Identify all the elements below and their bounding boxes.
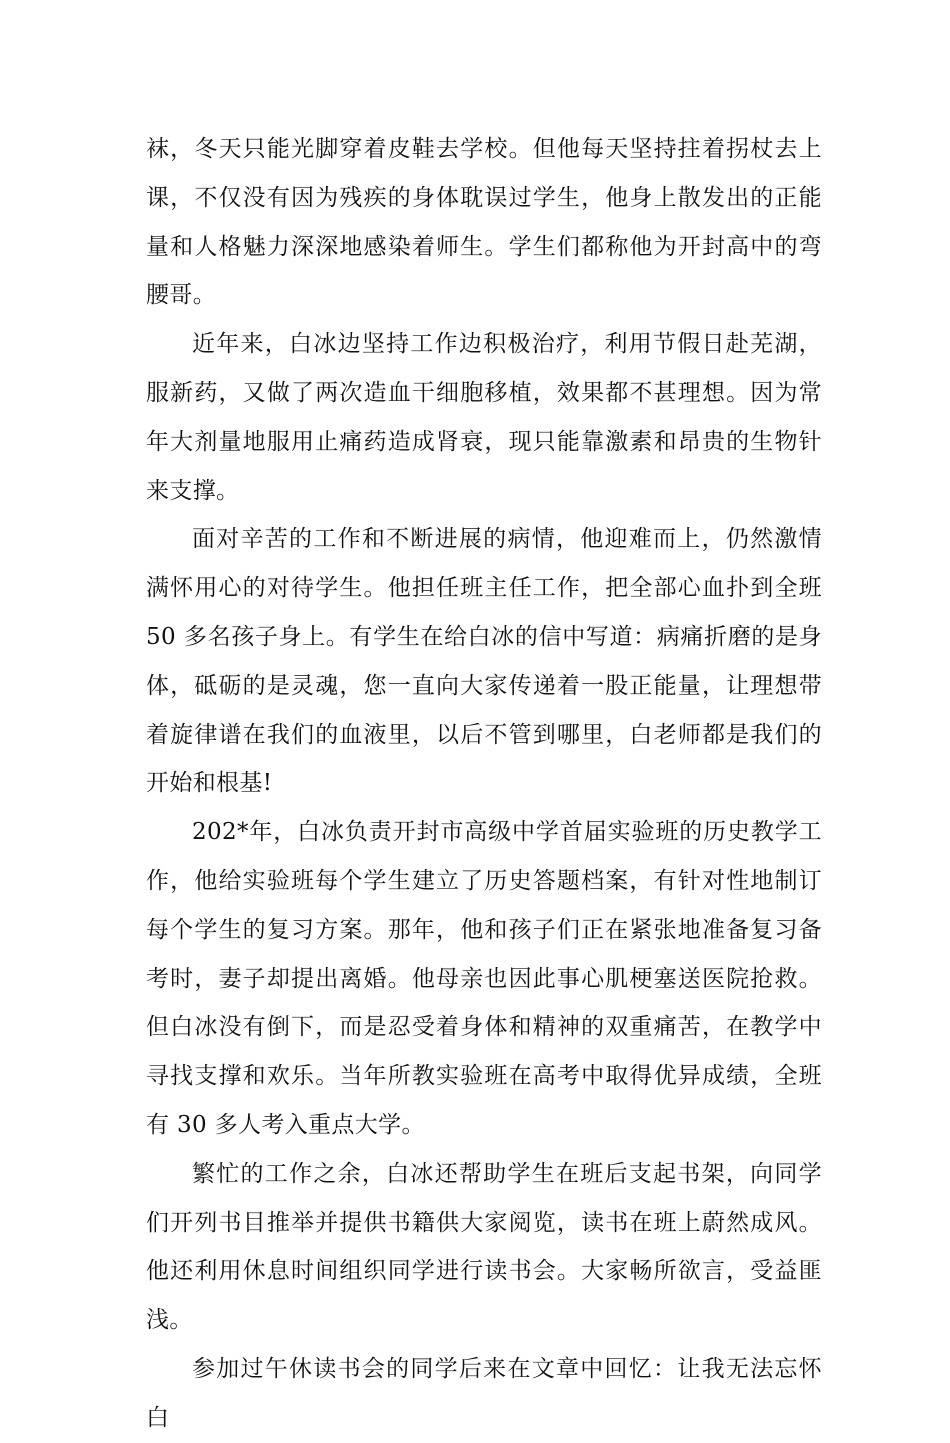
paragraph-2: 近年来，白冰边坚持工作边积极治疗，利用节假日赴芜湖，服新药，又做了两次造血干细胞移植，效果都不甚理想。因为常年大剂量地服用止痛药造成肾衰，现只能靠激素和昂贵的生物针来支撑。 [146, 331, 822, 504]
paragraph-5: 繁忙的工作之余，白冰还帮助学生在班后支起书架，向同学们开列书目推举并提供书籍供大家阅览，读书在班上蔚然成风。他还利用休息时间组织同学进行读书会。大家畅所欲言，受益匪浅。 [146, 1160, 822, 1334]
paragraph-6: 参加过午休读书会的同学后来在文章中回忆：让我无法忘怀白 [146, 1355, 822, 1431]
paragraph-1: 袜，冬天只能光脚穿着皮鞋去学校。但他每天坚持拄着拐杖去上课，不仅没有因为残疾的身体耽误过学生，他身上散发出的正能量和人格魅力深深地感染着师生。学生们都称他为开封高中的弯腰哥。 [146, 136, 822, 309]
document-body [146, 125, 822, 1443]
paragraph-3: 面对辛苦的工作和不断进展的病情，他迎难而上，仍然激情满怀用心的对待学生。他担任班主任工作，把全部心血扑到全班 50 多名孩子身上。有学生在给白冰的信中写道：病痛折磨的是身体，砥砺的是灵魂，您一直向大家传递着一股正能量，让理想带着旋律谱在我们的血液里，以后不管到哪里，白老师都是我们的开始和根基! [146, 526, 822, 797]
paragraph-4: 202*年，白冰负责开封市高级中学首届实验班的历史教学工作，他给实验班每个学生建立了历史答题档案，有针对性地制订每个学生的复习方案。那年，他和孩子们正在紧张地准备复习备考时，妻子却提出离婚。他母亲也因此事心肌梗塞送医院抢救。但白冰没有倒下，而是忍受着身体和精神的双重痛苦，在教学中寻找支撑和欢乐。当年所教实验班在高考中取得优异成绩，全班有 30 多人考入重点大学。 [146, 819, 822, 1138]
